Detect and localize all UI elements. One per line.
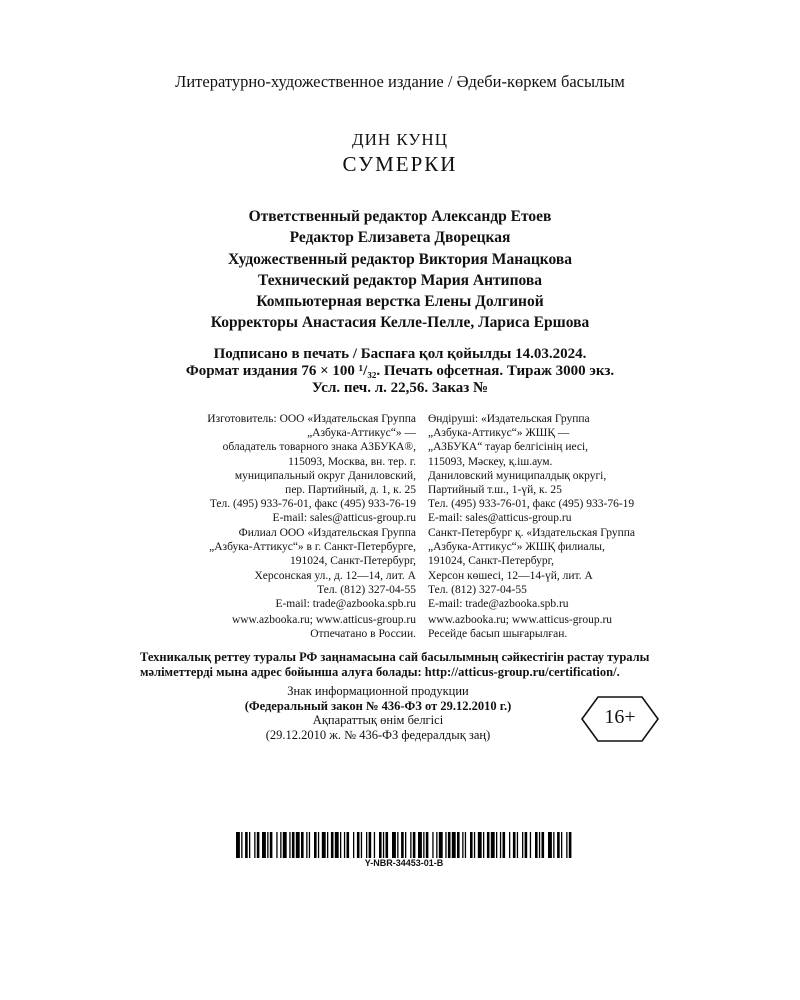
book-title: СУМЕРКИ <box>342 152 458 176</box>
text-line: мәліметтерді мына адрес бойынша алуға болады: http://atticus-group.ru/certification/. <box>140 665 620 679</box>
branch-kz <box>428 526 728 611</box>
pubinfo-line: Усл. печ. л. 22,56. Заказ № <box>311 380 489 396</box>
text-line: Өндіруші: «Издательская Группа <box>428 413 590 425</box>
manufacturer-kz <box>428 412 728 526</box>
editorial-credits <box>0 206 800 334</box>
author-name: ДИН КУНЦ <box>352 130 448 149</box>
web-ru <box>100 613 416 641</box>
text-line: „Азбука-Аттикус“» — <box>307 427 416 440</box>
text-line: „Азбука-Аттикус“» ЖШҚ филиалы, <box>428 541 605 554</box>
text-line: Отпечатано в России. <box>310 628 416 641</box>
credit-line: Компьютерная верстка Елены Долгиной <box>256 293 544 311</box>
text-line: 191024, Санкт-Петербург, <box>428 555 554 568</box>
text-line: „АЗБУКА“ тауар белгісінің иесі, <box>428 441 589 454</box>
text-line: (29.12.2010 ж. № 436-ФЗ федералдық заң) <box>265 727 491 742</box>
text-line: (Федеральный закон № 436-ФЗ от 29.12.2010 г.) <box>244 698 512 713</box>
publication-info <box>0 346 800 397</box>
info-product-sign <box>218 684 538 742</box>
text-line: 191024, Санкт-Петербург, <box>290 555 416 568</box>
text-line: обладатель товарного знака АЗБУКА®, <box>222 441 416 454</box>
text-line: Филиал ООО «Издательская Группа <box>238 527 416 539</box>
web-kz <box>428 613 728 641</box>
text-line: E-mail: trade@azbooka.spb.ru <box>428 598 569 611</box>
credit-line: Корректоры Анастасия Келле-Пелле, Лариса Ершова <box>210 314 590 332</box>
credit-line: Редактор Елизавета Дворецкая <box>289 229 511 247</box>
text-line: Тел. (812) 327-04-55 <box>317 583 416 596</box>
text-line: „Азбука-Аттикус“» ЖШҚ — <box>428 427 570 440</box>
text-line: Изготовитель: ООО «Издательская Группа <box>207 413 416 425</box>
text-line: муниципальный округ Даниловский, <box>234 469 416 482</box>
text-line: Знак информационной продукции <box>287 684 469 698</box>
text-line: 115093, Москва, вн. тер. г. <box>288 455 416 468</box>
text-line: Тел. (495) 933-76-01, факс (495) 933-76-19 <box>209 498 416 511</box>
isbn-caption: Y-NBR-34453-01-B <box>236 858 572 868</box>
age-rating-text: 16+ <box>604 706 636 728</box>
branch-ru <box>100 526 416 611</box>
age-rating-badge <box>580 696 660 742</box>
credit-line: Ответственный редактор Александр Етоев <box>248 208 552 225</box>
text-line: Даниловский муниципалдық округі, <box>428 469 607 482</box>
text-line: Ресейде басып шығарылған. <box>428 628 568 641</box>
text-line: Херсон көшесі, 12—14-үй, лит. А <box>428 569 593 582</box>
text-line: Санкт-Петербург қ. «Издательская Группа <box>428 527 635 539</box>
certification-note <box>140 650 700 680</box>
text-line: Тел. (812) 327-04-55 <box>428 583 527 596</box>
manufacturer-ru <box>100 412 416 526</box>
text-line: www.azbooka.ru; www.atticus-group.ru <box>231 614 416 626</box>
text-line: E-mail: sales@atticus-group.ru <box>272 512 416 525</box>
text-line: Херсонская ул., д. 12—14, лит. А <box>254 569 416 582</box>
edition-type-header: Литературно-художественное издание / Әдеби-көркем басылым <box>175 72 625 91</box>
text-line: www.azbooka.ru; www.atticus-group.ru <box>428 614 613 626</box>
text-line: E-mail: trade@azbooka.spb.ru <box>275 598 416 611</box>
credit-line: Художественный редактор Виктория Манацкова <box>227 250 573 268</box>
text-line: Техникалық реттеу туралы РФ заңнамасына сай басылымның сәйкестігін растау туралы <box>140 650 650 664</box>
text-line: пер. Партийный, д. 1, к. 25 <box>285 484 416 497</box>
text-line: Тел. (495) 933-76-01, факс (495) 933-76-19 <box>428 498 635 511</box>
text-line: Партийный т.ш., 1-үй, к. 25 <box>428 484 562 497</box>
credit-line: Технический редактор Мария Антипова <box>257 271 543 289</box>
text-line: E-mail: sales@atticus-group.ru <box>428 512 572 525</box>
pubinfo-line: Подписано в печать / Баспаға қол қойылды 14.03.2024. <box>213 346 587 362</box>
text-line: „Азбука-Аттикус“» в г. Санкт-Петербурге, <box>209 541 416 554</box>
pubinfo-line: Формат издания 76 × 100 ¹/₃₂. Печать офсетная. Тираж 3000 экз. <box>185 363 615 379</box>
text-line: 115093, Мәскеу, қ.іш.аум. <box>428 455 553 468</box>
text-line: Ақпараттық өнім белгісі <box>312 713 444 727</box>
